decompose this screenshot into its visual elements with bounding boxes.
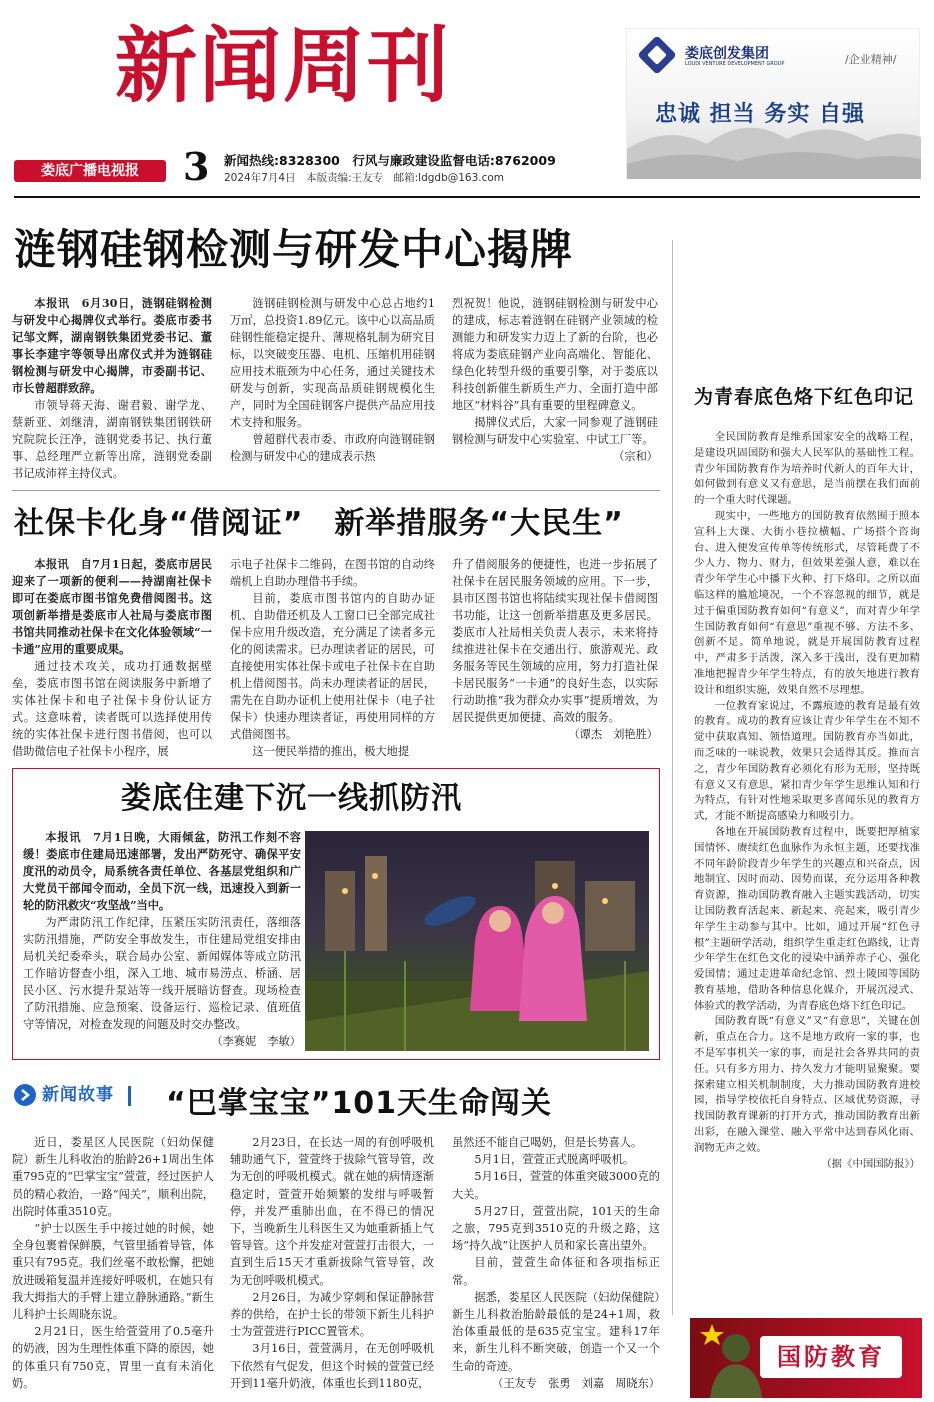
article2-p2: 通过技术攻关，成功打通数据壁垒，娄底市图书馆在阅读服务中新增了实体社保卡和电子社保卡身份认证方式。这意味着，读者既可以选择使用传统的实体社保卡进行图书借阅，也可以借助微信电子社保卡小程序，展 [12, 660, 212, 758]
sidebar-credit: （据《中国国防报》） [821, 1157, 920, 1170]
article1-col1 [12, 295, 212, 480]
article4-p8: 5月1日，萱萱正式脱离呼吸机。 [474, 1153, 635, 1167]
banner-label-box [760, 1336, 902, 1378]
article4-p9: 5月16日，萱萱的体重突破3000克的大关。 [452, 1170, 660, 1201]
defense-banner [690, 1318, 922, 1398]
article4-p3: 2月21日，医生给萱萱用了0.5毫升的奶液，因为生理性体重下降的原因，她的体重只有750克，胃里一直有未消化奶。 [12, 1325, 214, 1390]
article2-col3 [452, 556, 658, 758]
article3-credit: （李赛妮 李敏） [211, 1035, 301, 1048]
article1-p5: 烈祝贺！他说，涟钢硅钢检测与研发中心的建成，标志着涟钢在硅钢产业领域的检测能力和研发实力迈上了新的台阶，也必将成为娄底硅钢产业向高端化、智能化、绿色化转型升级的重要引擎，对于娄底以科技创新催生新质生产力、全面打造中部地区“材料谷”具有重要的里程碑意义。 [452, 297, 658, 412]
divider [12, 490, 660, 491]
article2-col1 [12, 556, 212, 758]
article1-credit: （宗和） [613, 450, 658, 463]
sidebar-p1: 全民国防教育是维系国家安全的战略工程，是建设巩固国防和强大人民军队的基础性工程。青少年国防教育作为培养时代新人的百年大计，如何做到有意义又有意思，是当前摆在我们面前的一个重大时代课题。 [694, 431, 920, 507]
sidebar-body [694, 430, 920, 1315]
newspaper-title: 新闻周刊 [115, 18, 452, 114]
article2-p4: 目前，娄底市图书馆内的自助办证机、自助借还机及人工窗口已全部完成社保卡应用升级改造，充分满足了读者多元化的阅读需求。已办理读者证的居民，可直接使用实体社保卡或电子社保卡在自助机上借阅图书。尚未办理读者证的居民，需先在自助办证机上使用社保卡（电子社保卡）快速办理读者证，再使用同样的方式借阅图书。 [230, 592, 435, 741]
article3-headline: 娄底住建下沉一线抓防汛 [121, 781, 462, 816]
article4-p7: 虽然还不能自己喝奶，但是长势喜人。 [452, 1136, 643, 1149]
article4-col3 [452, 1134, 660, 1396]
partner-badge [14, 160, 166, 182]
article1-p4: 曾超群代表市委、市政府向涟钢硅钢检测与研发中心的建成表示热 [230, 433, 435, 463]
article1-p3: 涟钢硅钢检测与研发中心总占地约1万㎡，总投资1.89亿元。该中心以高品质硅钢性能稳定提升、薄规格轧制为研究目标，以突破变压器、电机、压缩机用硅钢应用技术瓶颈为中心任务，通过关键技术研发与创新，实现高品质硅钢规模化生产，同时为全国硅钢客户提供产品应用技术支持和服务。 [230, 297, 435, 429]
arrow-icon [14, 1084, 36, 1106]
article2-p5: 这一便民举措的推出，极大地提 [252, 745, 410, 758]
article3-box [12, 768, 660, 1060]
group-name: 娄底创发集团 [685, 46, 769, 62]
issue-meta: 2024年7月4日 本版责编:王友专 邮箱:ldgdb@163.com [224, 172, 505, 184]
article4-p1: 近日，娄星区人民医院（妇幼保健院）新生儿科收治的胎龄26+1周出生体重795克的“巴掌宝宝”萱萱，经过医护人员的精心救治，一路“闯关”，顺利出院，出院时体重3510克。 [12, 1136, 214, 1218]
article1-p2: 市领导蒋天海、谢君毅、谢学龙、蔡新亚、刘继清，湖南钢铁集团钢铁研究院院长汪净，涟钢党委书记、执行董事、总经理严立新等出席，涟钢党委副书记成沛祥主持仪式。 [12, 399, 212, 480]
flood-scene [305, 831, 649, 1051]
article4-p11: 目前，萱萱生命体征和各项指标正常。 [452, 1256, 660, 1287]
group-name-en: LOUDI VENTURE DEVELOPMENT GROUP [685, 61, 785, 67]
article1-p6: 揭牌仪式后，大家一同参观了涟钢硅钢检测与研发中心实验室、中试工厂等。 [452, 416, 658, 446]
banner-label: 国防教育 [777, 1343, 885, 1371]
article4-p12: 据悉，娄星区人民医院（妇幼保健院）新生儿科救治胎龄最低的是24+1周，救治体重最低的是635克宝宝。建科17年来，新生儿科不断突破，创造一个又一个生命的奇迹。 [452, 1290, 660, 1373]
article2-p3: 示电子社保卡二维码，在图书馆的自动终端机上自助办理借书手续。 [230, 558, 435, 588]
masthead-rule [14, 196, 920, 198]
article4-col2 [230, 1134, 434, 1396]
article1-col2 [230, 295, 435, 480]
flood-photo [305, 831, 649, 1051]
sidebar-p3: 一位教育家说过，不露痕迹的教育是最有效的教育。成功的教育应该让青少年学生在不知不觉中获取真知、领悟道理。国防教育亦当如此，而乏味的一味说教，效果只会适得其反。推而言之，青少年国防教育必须化有形为无形，坚持既有意义又有意思，紧扣青少年学生思维认知和行为特点，有针对性地采取更多喜闻乐见的教育方式，才能不断提高感染力和吸引力。 [694, 699, 920, 823]
sidebar-p5: 国防教育既“有意义”又“有意思”，关键在创新，重点在合力。这不是地方政府一家的事，也不是军事机关一家的事，而是社会各界共同的责任。只有多方用力、持久发力才能明显聚聚。要探索建立相关机制制度，大力推动国防教育进校园，指导学校依托自身特点、区域优势资源，寻找国防教育课新的打开方式，推动国防教育出新出彩，在融入课堂、融入平常中达到春风化雨、润物无声之效。 [694, 1015, 920, 1154]
article3-col [23, 829, 301, 1051]
group-ad [626, 28, 920, 178]
sidebar-rule [672, 240, 673, 1315]
article2-credit: （谭杰 刘艳胜） [568, 728, 658, 741]
article4-p6: 3月16日，萱萱满月，在无创呼吸机下依然有气促发，但这个时候的萱萱已经开到11毫升奶液，体重也长到1180克， [230, 1342, 434, 1390]
article2-p6: 升了借阅服务的便捷性，也进一步拓展了社保卡在居民服务领域的应用。下一步，县市区图书馆也将陆续实现社保卡借阅图书功能，让这一创新举措惠及更多居民。娄底市人社局相关负责人表示，未来将持续推进社保卡在交通出行、旅游观光、政务服务等民生领域的应用，努力打造社保卡居民服务“一卡通”的良好生态，以实际行动助推“我为群众办实事”提质增效，为居民提供更加便捷、高效的服务。 [452, 558, 658, 724]
article4-p4: 2月23日，在长达一周的有创呼吸机辅助通气下，萱萱终于拔除气管导管，改为无创的呼吸机模式。就在她的病情逐渐稳定时，萱萱开始频繁的发绀与呼吸暂停，并发严重肺出血，在不得已的情况下，当晚新生儿科医生又为她重新插上气管导管。这个并发症对萱萱打击很大，一直到生后15天才重新拔除气管导管，改为无创呼吸机模式。 [230, 1136, 434, 1287]
masthead [0, 0, 934, 210]
article2-headline: 社保卡化身“借阅证” 新举措服务“大民生” [14, 506, 624, 541]
partner-name: 娄底广播电视报 [41, 163, 139, 179]
article2-p1: 本报讯 自7月1日起，娄底市居民迎来了一项新的便利——持湖南社保卡即可在娄底市图书馆免费借阅图书。这项创新举措是娄底市人社局与娄底市图书馆共同推动社保卡在文化体验领域“一卡通”应用的重要成果。 [12, 557, 212, 656]
article3-p2: 为严肃防汛工作纪律，压紧压实防汛责任，落细落实防汛措施，严防安全事故发生，市住建局党组安排由局机关纪委牵头，联合局办公室、新闻媒体等成立防汛工作暗访督查小组，深入工地、城市易涝点、桥涵、居民小区、污水提升泵站等一线开展暗访督查。现场检查了防汛措施、应急预案、设备运行、巡检记录、值班值守等情况，对检查发现的问题及时交办整改。 [23, 916, 301, 1031]
article3-p1: 本报讯 7月1日晚，大雨倾盆，防汛工作刻不容缓！娄底市住建局迅速部署，发出严防死守、确保平安度汛的动员令，局系统各责任单位、各基层党组织和广大党员干部闻令而动，全员下沉一线，迅速投入到新一轮的防汛救灾“攻坚战”当中。 [23, 830, 301, 912]
article4-headline: “巴掌宝宝”101天生命闯关 [166, 1086, 553, 1121]
sidebar-p2: 现实中，一些地方的国防教育依然囿于照本宣科上大课、大街小巷拉横幅、广场搭个咨询台、进入便发宣传单等传统形式，尽管耗费了不少人力、物力、财力，但效果差强人意，难以在青少年学生心中播下火种、打下烙印。之所以面临这样的尴尬境况，一个不容忽视的细节，就是过于偏重国防教育如何“有意义”，而对青少年学生国防教育如何“有意思”重视不够、方法不多、创新不足。简单地说，就是开展国防教育过程中，严肃多于活泼，深入多于浅出，没有更加精准地把握青少年学生特点，有的放矢地进行教育设计和组织实施，效果自然不尽理想。 [694, 509, 920, 696]
hotline: 新闻热线:8328300 行风与廉政建设监督电话:8762009 [224, 153, 556, 168]
section-label: 新闻故事 [42, 1085, 114, 1105]
article4-p2: “护士以医生手中接过她的时候，她全身包裹着保鲜膜，气管里插着导管，体重只有795克。我们丝毫不敢松懈，把她放进暖箱复温并连接好呼吸机，在她只有我大拇指大的手臂上建立静脉通路。”新生儿科护士长周晓东说。 [12, 1222, 214, 1322]
sidebar-headline: 为青春底色烙下红色印记 [694, 386, 915, 408]
section-bar [128, 1086, 131, 1106]
page-number: 3 [183, 144, 210, 189]
group-slogan: 忠诚 担当 务实 自强 [655, 102, 865, 127]
article4-credit: （王友专 张勇 刘嘉 周晓东） [492, 1376, 660, 1390]
news-story-tag [14, 1080, 164, 1110]
spirit-tag: /企业精神/ [845, 53, 897, 66]
article4-p5: 2月26日，为减少穿刺和保证静脉营养的供给，在护士长的带领下新生儿科护士为萱萱进行PICC置管术。 [230, 1290, 434, 1339]
sidebar-p4: 各地在开展国防教育过程中，既要把厚植家国情怀、赓续红色血脉作为永恒主题，还要找准不同年龄阶段青少年学生的兴趣点和兴奋点，因地制宜、因时而动、因势而谋，充分运用各种教育资源，推动国防教育融入主题实践活动，切实让国防教育活起来、新起来、亮起来，吸引青少年学生主动参与其中。比如，通过开展“红色寻根”主题研学活动，组织学生重走红色路线，让青少年学生在红色文化的浸染中涵养赤子心、强化爱国情；通过走进革命纪念馆、烈士陵园等国防教育基地，借助各种信息化媒介，开展沉浸式、体验式的教学活动，为青春底色烙下红色印记。 [694, 825, 920, 1012]
article4-p10: 5月27日，萱萱出院，101天的生命之旅，795克到3510克的升级之路，这场“持久战”让医护人员和家长喜出望外。 [452, 1204, 660, 1253]
article1-p1: 本报讯 6月30日，涟钢硅钢检测与研发中心揭牌仪式举行。娄底市委书记邹文辉，湖南钢铁集团党委书记、董事长李建宇等领导出席仪式并为涟钢硅钢检测与研发中心揭牌，市委副书记、市长曾超群致辞。 [12, 296, 212, 395]
article1-col3 [452, 295, 658, 480]
article1-headline: 涟钢硅钢检测与研发中心揭牌 [14, 225, 574, 274]
article2-col2 [230, 556, 435, 758]
article4-col1 [12, 1134, 214, 1396]
